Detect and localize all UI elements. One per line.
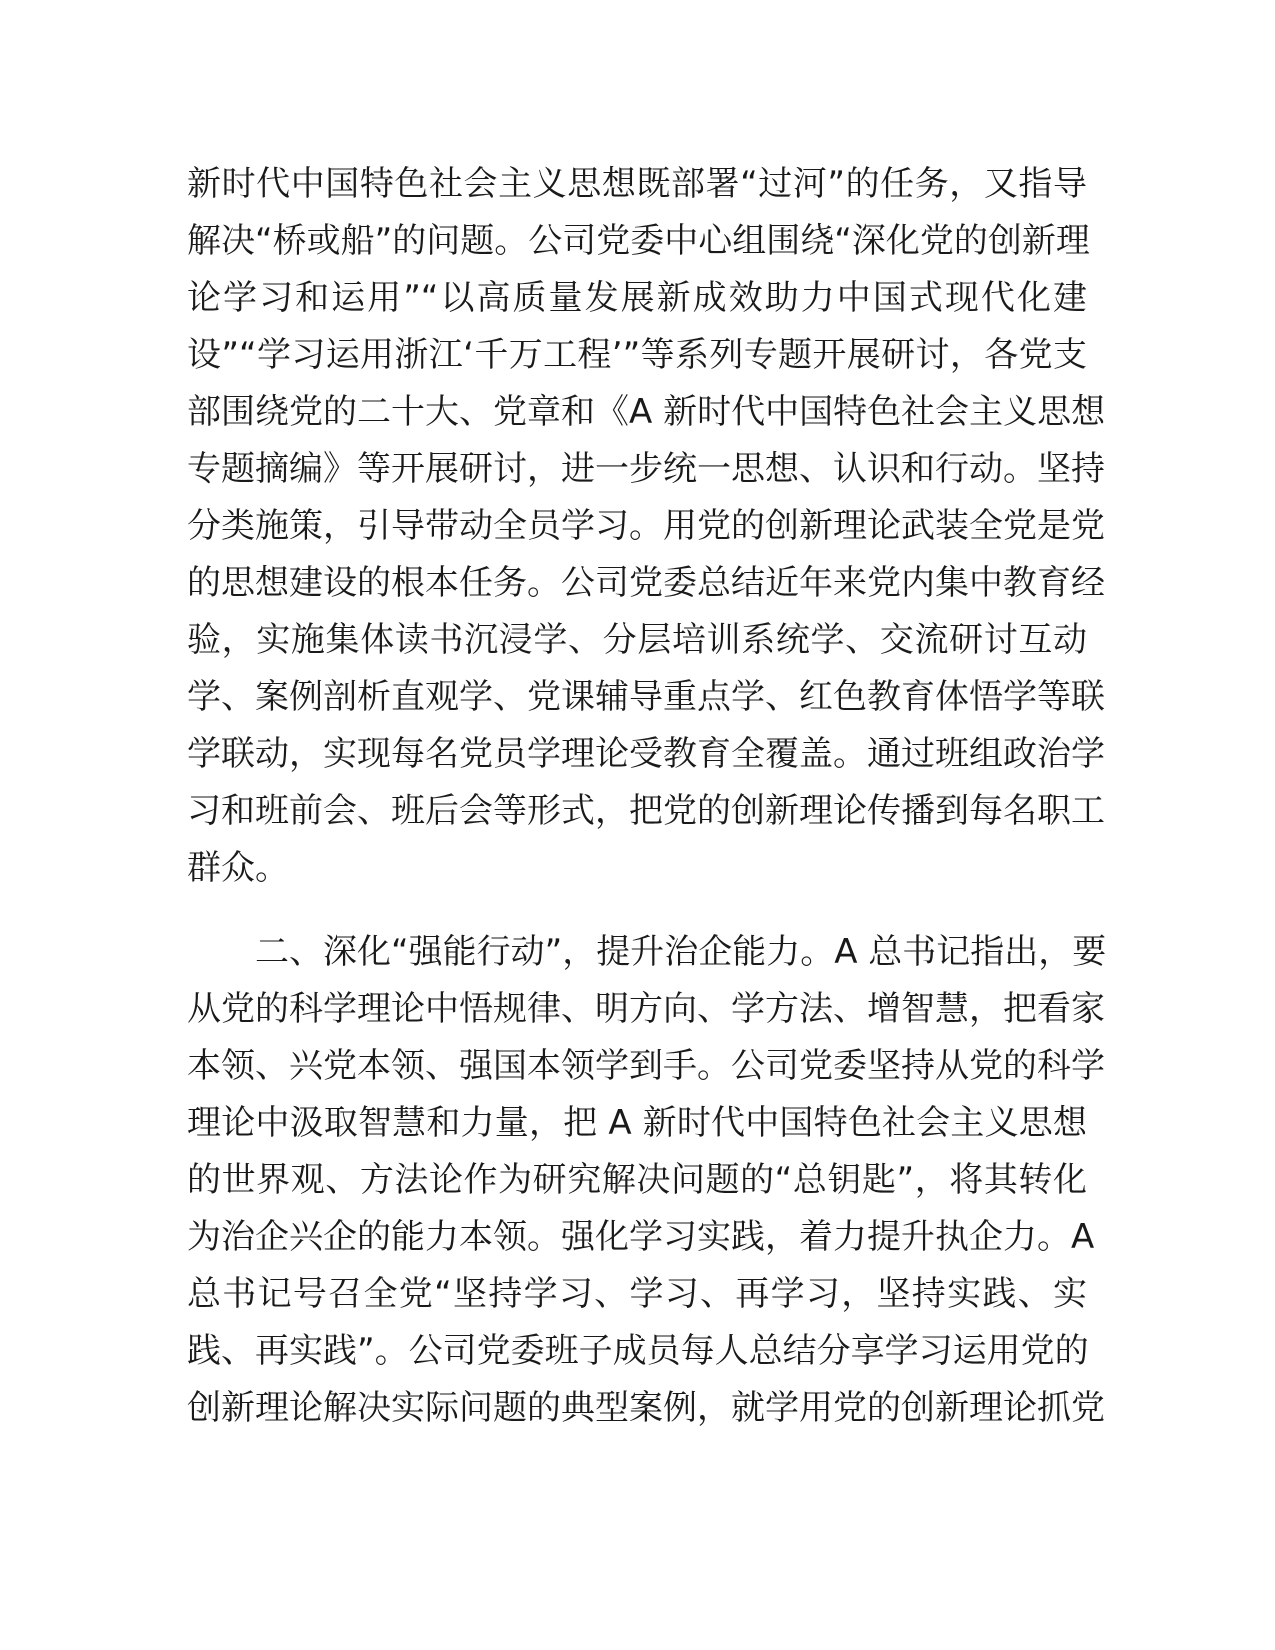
paragraph-1	[187, 156, 1106, 897]
text-line: 学联动，实现每名党员学理论受教育全覆盖。通过班组政治学	[187, 734, 1105, 774]
text-line: 为治企兴企的能力本领。强化学习实践，着力提升执企力。A	[187, 1217, 1095, 1257]
text-line: 总书记号召全党“坚持学习、学习、再学习，坚持实践、实	[187, 1274, 1087, 1314]
text-line: 验，实施集体读书沉浸学、分层培训系统学、交流研讨互动	[187, 620, 1087, 660]
text-line: 二、深化“强能行动”，提升治企能力。A 总书记指出，要	[255, 932, 1107, 972]
text-line: 专题摘编》等开展研讨，进一步统一思想、认识和行动。坚持	[187, 449, 1105, 489]
text-line: 论学习和运用”“以高质量发展新成效助力中国式现代化建	[187, 278, 1087, 318]
text-line: 习和班前会、班后会等形式，把党的创新理论传播到每名职工	[187, 791, 1105, 831]
paragraph-2	[187, 924, 1107, 1437]
text-line: 分类施策，引导带动全员学习。用党的创新理论武装全党是党	[187, 506, 1105, 546]
text-line: 新时代中国特色社会主义思想既部署“过河”的任务，又指导	[187, 164, 1087, 204]
text-line: 部围绕党的二十大、党章和《A 新时代中国特色社会主义思想	[187, 392, 1106, 432]
text-line: 解决“桥或船”的问题。公司党委中心组围绕“深化党的创新理	[187, 221, 1090, 261]
text-line: 从党的科学理论中悟规律、明方向、学方法、增智慧，把看家	[187, 989, 1105, 1029]
text-line: 践、再实践”。公司党委班子成员每人总结分享学习运用党的	[187, 1331, 1089, 1371]
text-line: 的思想建设的根本任务。公司党委总结近年来党内集中教育经	[187, 563, 1105, 603]
text-line: 设”“学习运用浙江‘千万工程’”等系列专题开展研讨，各党支	[187, 335, 1087, 375]
text-line: 理论中汲取智慧和力量，把 A 新时代中国特色社会主义思想	[187, 1103, 1087, 1143]
text-line: 本领、兴党本领、强国本领学到手。公司党委坚持从党的科学	[187, 1046, 1105, 1086]
text-line: 的世界观、方法论作为研究解决问题的“总钥匙”，将其转化	[187, 1160, 1087, 1200]
text-line: 学、案例剖析直观学、党课辅导重点学、红色教育体悟学等联	[187, 677, 1105, 717]
text-line: 创新理论解决实际问题的典型案例，就学用党的创新理论抓党	[187, 1388, 1105, 1428]
text-line: 群众。	[187, 848, 289, 888]
